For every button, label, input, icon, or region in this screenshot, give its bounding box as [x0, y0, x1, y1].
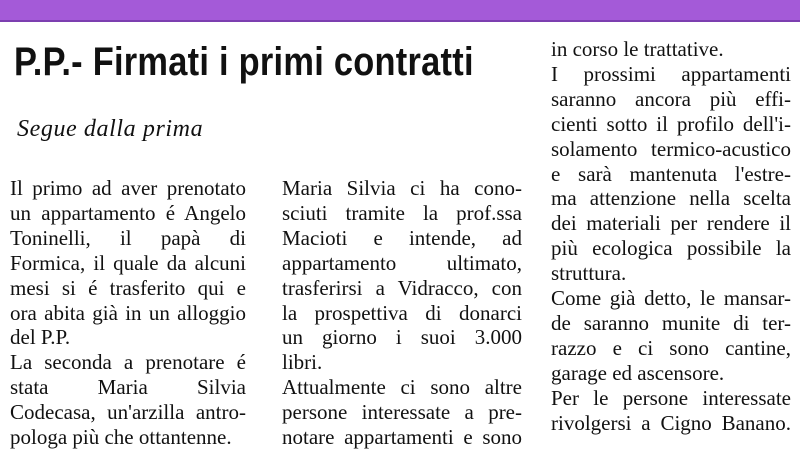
text-line: del P.P. — [10, 325, 71, 350]
text-line: la prospettiva di donarci — [282, 300, 522, 325]
text-line: Per le persone interessate — [551, 385, 791, 410]
text-line: persone interessate a pre- — [282, 400, 522, 425]
text-line: libri. — [282, 350, 323, 375]
text-line: La seconda a prenotare é — [10, 350, 246, 375]
text-line: Codecasa, un'arzilla antro- — [10, 400, 246, 425]
text-line: Toninelli, il papà di — [10, 225, 246, 250]
text-line: Macioti e intende, ad — [282, 225, 522, 250]
text-line: Come già detto, le mansar- — [551, 286, 791, 311]
text-line: saranno ancora più effi- — [551, 86, 791, 111]
text-line: sciuti tramite la prof.ssa — [282, 200, 522, 225]
text-line: stata Maria Silvia — [10, 375, 246, 400]
text-line: struttura. — [551, 261, 627, 286]
text-line: razzo e ci sono cantine, — [551, 335, 791, 360]
text-line: solamento termico-acustico — [551, 136, 791, 161]
article-headline: P.P.- Firmati i primi contratti — [14, 40, 474, 84]
text-line: de saranno munite di ter- — [551, 310, 791, 335]
text-line: un giorno i suoi 3.000 — [282, 325, 522, 350]
text-line: pologa più che ottantenne. — [10, 425, 232, 450]
text-line: I prossimi appartamenti — [551, 61, 791, 86]
top-rule — [0, 20, 800, 22]
text-line: Formica, il quale da alcuni — [10, 250, 246, 275]
text-line: Maria Silvia ci ha cono- — [282, 176, 522, 200]
text-line: appartamento ultimato, — [282, 250, 522, 275]
text-line: notare appartamenti e sono — [282, 425, 522, 450]
text-line: un appartamento é Angelo — [10, 200, 246, 225]
article-column-2 — [282, 176, 522, 450]
text-line: ora abita già in un alloggio — [10, 300, 246, 325]
text-line: cienti sotto il profilo dell'i- — [551, 111, 791, 136]
text-line: ma attenzione nella scelta — [551, 186, 791, 211]
top-color-bar — [0, 0, 800, 20]
article-kicker: Segue dalla prima — [17, 116, 204, 142]
text-line: in corso le trattative. — [551, 37, 724, 61]
text-line: e sarà mantenuta l'estre- — [551, 161, 791, 186]
text-line: garage ed ascensore. — [551, 360, 725, 385]
text-line: dei materiali per rendere il — [551, 211, 791, 236]
text-line: rivolgersi a Cigno Banano. — [551, 410, 791, 435]
article-column-3 — [551, 37, 791, 436]
article-column-1 — [10, 176, 246, 450]
text-line: più ecologica possibile la — [551, 236, 791, 261]
text-line: mesi si é trasferito qui e — [10, 275, 246, 300]
text-line: trasferirsi a Vidracco, con — [282, 275, 522, 300]
text-line: Il primo ad aver prenotato — [10, 176, 246, 200]
text-line: Attualmente ci sono altre — [282, 375, 522, 400]
